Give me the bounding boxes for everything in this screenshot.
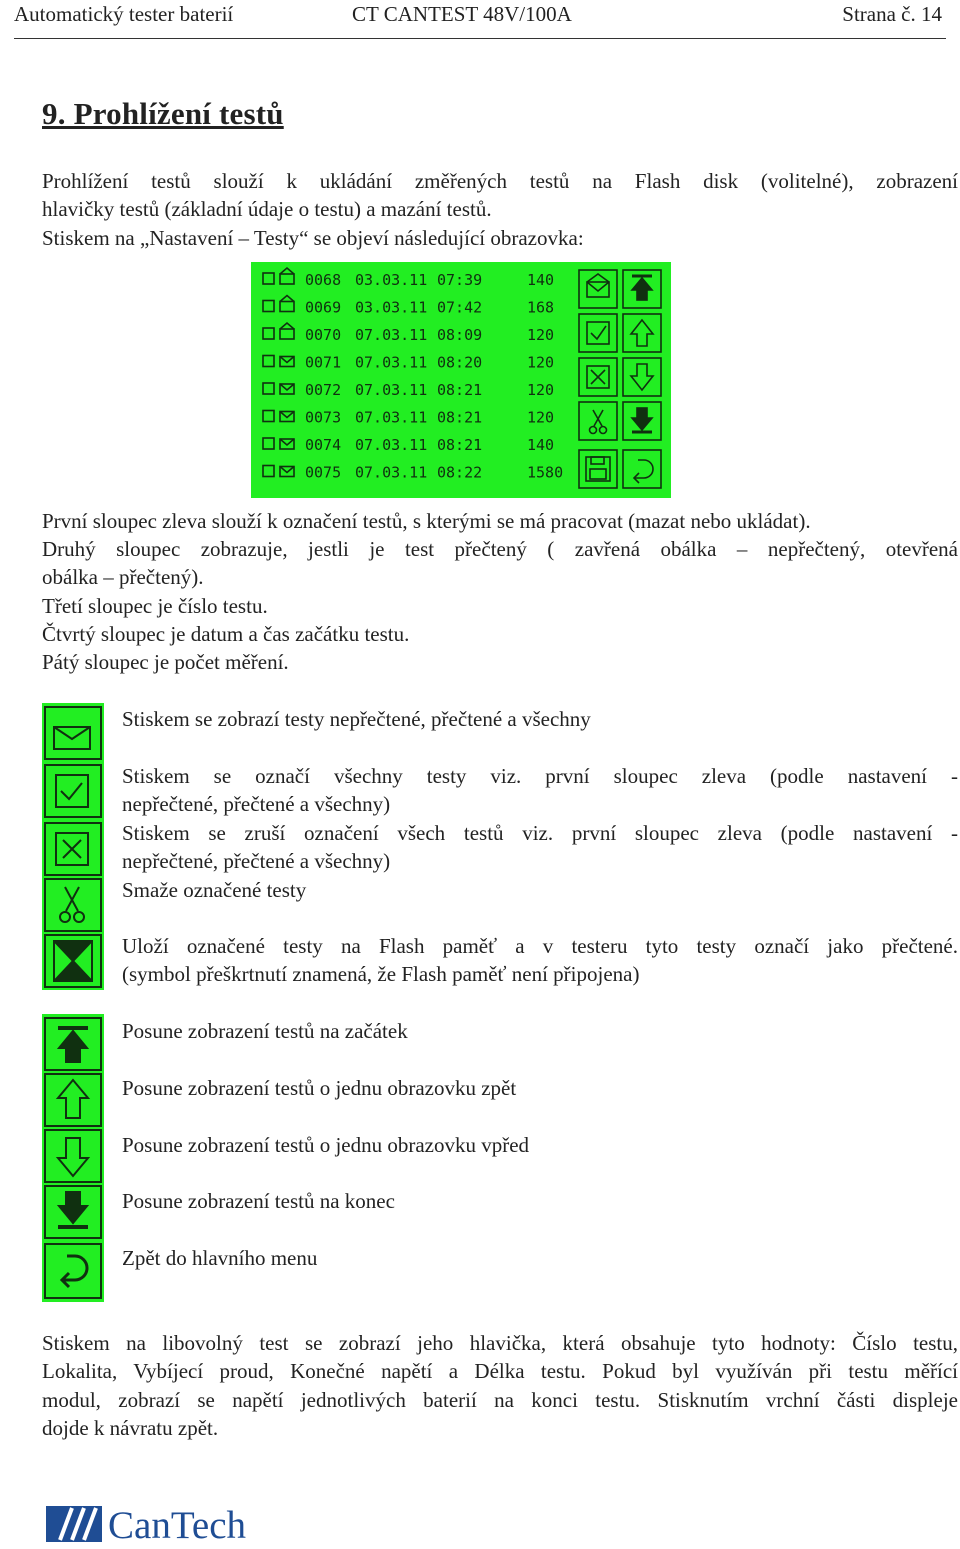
measurement-count: 1580	[527, 463, 564, 482]
test-date: 07.03.11	[355, 326, 428, 344]
legend-cross-text-2: nepřečtené, přečtené a všechny)	[122, 849, 391, 873]
columns-line-2: Druhý sloupec zobrazuje, jestli je test přečtený ( zavřená obálka – nepřečtený, otevřená	[42, 537, 958, 561]
up-icon	[45, 1074, 101, 1126]
legend-first-text: Posune zobrazení testů na začátek	[122, 1019, 408, 1043]
cross-icon[interactable]	[579, 358, 617, 396]
lcd-test-row[interactable]	[263, 296, 554, 317]
select-checkbox[interactable]	[263, 438, 274, 449]
test-number: 0075	[305, 463, 342, 482]
legend-check-text-1: Stiskem se označí všechny testy viz. první sloupec zleva (podle nastavení -	[122, 764, 958, 788]
legend-envelope-text: Stiskem se zobrazí testy nepřečtené, přečtené a všechny	[122, 707, 591, 731]
test-time: 07:42	[437, 298, 483, 317]
envelope-icon[interactable]	[579, 270, 617, 308]
envelope-open-icon	[280, 296, 294, 312]
select-checkbox[interactable]	[263, 328, 274, 339]
test-time: 08:21	[437, 381, 483, 399]
test-date: 03.03.11	[355, 271, 428, 289]
header-page-number: Strana č. 14	[842, 2, 942, 26]
select-checkbox[interactable]	[263, 356, 274, 367]
intro-line-2: hlavičky testů (základní údaje o testu) a mazání testů.	[42, 197, 492, 221]
select-checkbox[interactable]	[263, 273, 274, 284]
legend-up-text: Posune zobrazení testů o jednu obrazovku zpět	[122, 1076, 517, 1100]
page-header	[14, 0, 946, 39]
legend-floppy-text-2: (symbol přeškrtnutí znamená, že Flash paměť není připojena)	[122, 962, 640, 986]
lcd-test-row[interactable]	[263, 436, 554, 454]
lcd-test-row[interactable]	[263, 409, 554, 427]
legend-cross-text-1: Stiskem se zruší označení všech testů viz. první sloupec zleva (podle nastavení -	[122, 821, 958, 845]
header-device-name: CT CANTEST 48V/100A	[352, 2, 572, 26]
envelope-open-icon	[280, 323, 294, 339]
outro-line-3: modul, zobrazí se napětí jednotlivých baterií na konci testu. Stisknutím vrchní části displeje	[42, 1388, 958, 1412]
columns-line-5: Čtvrtý sloupec je datum a čas začátku testu.	[42, 622, 410, 646]
logo-text: CanTech	[108, 1504, 247, 1547]
select-checkbox[interactable]	[263, 411, 274, 422]
lcd-test-list-screen	[251, 262, 671, 498]
test-time: 08:22	[437, 463, 483, 482]
test-number: 0071	[305, 353, 342, 372]
envelope-closed-icon	[280, 357, 294, 367]
outro-line-2: Lokalita, Vybíjecí proud, Konečné napětí a Délka testu. Pokud byl využíván při testu měřící	[42, 1359, 958, 1383]
up-icon[interactable]	[623, 314, 661, 352]
test-number: 0069	[305, 298, 342, 317]
legend-down-text: Posune zobrazení testů o jednu obrazovku vpřed	[122, 1133, 530, 1157]
test-date: 07.03.11	[355, 408, 428, 427]
envelope-closed-icon	[280, 439, 294, 449]
envelope-open-icon	[280, 268, 294, 284]
measurement-count: 120	[527, 326, 555, 344]
lcd-test-row[interactable]	[263, 464, 563, 482]
floppy-icon[interactable]	[579, 450, 617, 488]
down-icon[interactable]	[623, 358, 661, 396]
logo-mark	[46, 1506, 102, 1542]
test-number: 0073	[305, 408, 342, 427]
test-number: 0070	[305, 326, 342, 344]
last-icon[interactable]	[623, 402, 661, 440]
floppy-crossed-icon	[45, 935, 101, 987]
columns-line-1: První sloupec zleva slouží k označení testů, s kterými se má pracovat (mazat nebo ukládat).	[42, 509, 811, 533]
down-icon	[45, 1130, 101, 1182]
back-icon	[45, 1244, 101, 1298]
outro-line-1: Stiskem na libovolný test se zobrazí jeho hlavička, která obsahuje tyto hodnoty: Číslo testu,	[42, 1331, 958, 1355]
test-time: 07:39	[437, 271, 483, 289]
measurement-count: 120	[527, 381, 555, 399]
measurement-count: 140	[527, 436, 555, 454]
header-doc-title: Automatický tester baterií	[14, 2, 234, 26]
test-date: 07.03.11	[355, 463, 428, 482]
envelope-closed-icon	[280, 467, 294, 477]
test-date: 07.03.11	[355, 353, 428, 372]
measurement-count: 168	[527, 298, 555, 317]
legend-last-text: Posune zobrazení testů na konec	[122, 1189, 395, 1213]
test-number: 0074	[305, 436, 342, 454]
test-number: 0072	[305, 381, 342, 399]
test-time: 08:20	[437, 353, 483, 372]
columns-line-4: Třetí sloupec je číslo testu.	[42, 594, 268, 618]
back-icon[interactable]	[623, 450, 661, 488]
check-icon	[45, 765, 101, 817]
columns-line-6: Pátý sloupec je počet měření.	[42, 650, 289, 674]
legend-check-text-2: nepřečtené, přečtené a všechny)	[122, 792, 391, 816]
cross-icon	[45, 823, 101, 875]
scissors-icon	[45, 879, 101, 931]
legend-scissors-text: Smaže označené testy	[122, 878, 307, 902]
cantech-logo	[46, 1503, 326, 1547]
columns-line-3: obálka – přečtený).	[42, 565, 204, 589]
legend-floppy-text-1: Uloží označené testy na Flash paměť a v testeru tyto testy označí jako přečtené.	[122, 934, 958, 958]
test-time: 08:21	[437, 408, 483, 427]
select-checkbox[interactable]	[263, 301, 274, 312]
check-icon[interactable]	[579, 314, 617, 352]
lcd-test-row[interactable]	[263, 268, 554, 289]
test-date: 07.03.11	[355, 381, 428, 399]
function-icons-strip	[42, 703, 104, 990]
test-time: 08:09	[437, 326, 483, 344]
test-date: 07.03.11	[355, 436, 428, 454]
legend-back-text: Zpět do hlavního menu	[122, 1246, 318, 1270]
outro-line-4: dojde k návratu zpět.	[42, 1416, 219, 1440]
envelope-icon	[45, 707, 101, 759]
intro-line-1: Prohlížení testů slouží k ukládání změřených testů na Flash disk (volitelné), zobrazení	[42, 169, 958, 193]
envelope-closed-icon	[280, 412, 294, 422]
envelope-closed-icon	[280, 384, 294, 394]
navigation-icons-strip	[42, 1014, 104, 1302]
first-icon[interactable]	[623, 270, 661, 308]
measurement-count: 120	[527, 408, 555, 427]
lcd-test-row[interactable]	[263, 323, 554, 344]
test-date: 03.03.11	[355, 298, 428, 317]
select-checkbox[interactable]	[263, 466, 274, 477]
intro-line-3: Stiskem na „Nastavení – Testy“ se objeví následující obrazovka:	[42, 226, 584, 250]
first-icon	[45, 1018, 101, 1070]
last-icon	[45, 1186, 101, 1238]
test-time: 08:21	[437, 436, 483, 454]
section-title: 9. Prohlížení testů	[42, 96, 284, 131]
lcd-test-row[interactable]	[263, 354, 554, 372]
scissors-icon[interactable]	[579, 402, 617, 440]
measurement-count: 140	[527, 271, 555, 289]
measurement-count: 120	[527, 353, 555, 372]
lcd-test-row[interactable]	[263, 381, 554, 399]
select-checkbox[interactable]	[263, 383, 274, 394]
test-number: 0068	[305, 271, 342, 289]
